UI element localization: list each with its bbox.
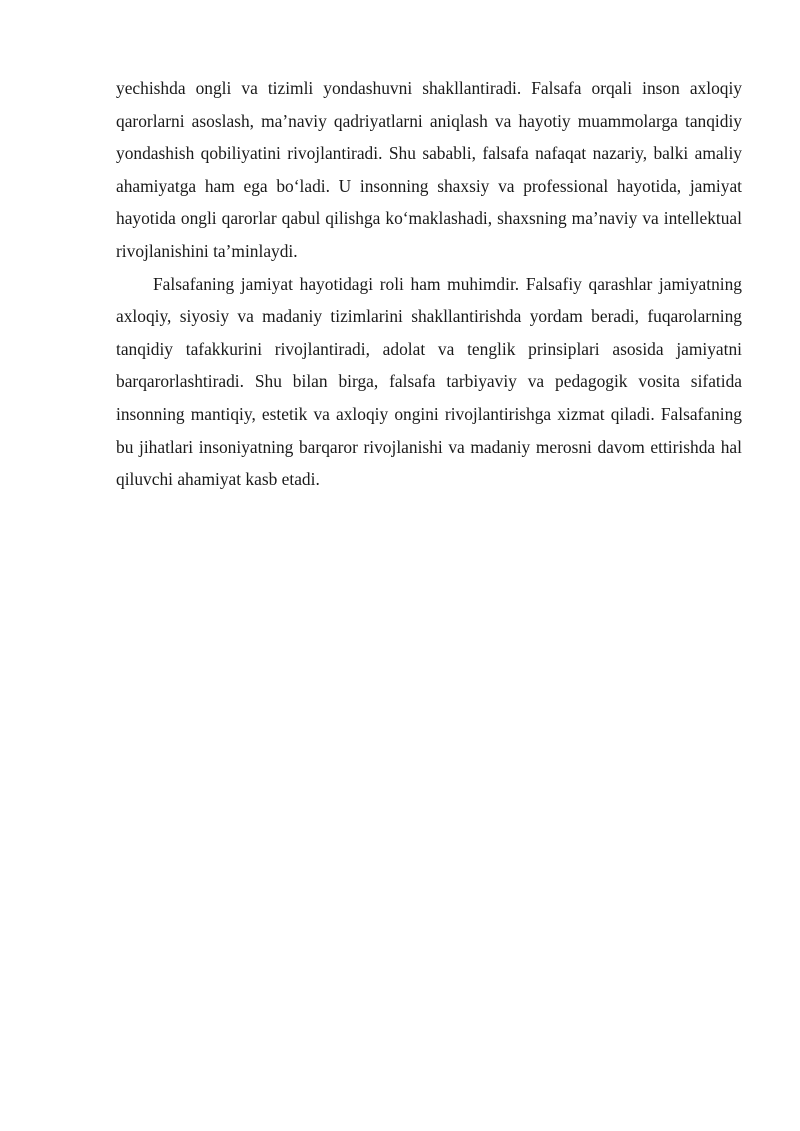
paragraph-continuation: yechishda ongli va tizimli yondashuvni shakllantiradi. Falsafa orqali inson axloqiy qarorlarni asoslash, ma’naviy qadriyatlarni aniqlash va hayotiy muammolarga tanqidiy yondashish qobiliyatini rivojlantiradi. Shu sababli, falsafa nafaqat nazariy, balki amaliy ahamiyatga ham ega bo‘ladi. U insonning shaxsiy va professional hayotida, jamiyat hayotida ongli qarorlar qabul qilishga ko‘maklashadi, shaxsning ma’naviy va intellektual rivojlanishini ta’minlaydi. — [116, 78, 742, 261]
body-text — [116, 72, 742, 496]
paragraph-society-role: Falsafaning jamiyat hayotidagi roli ham muhimdir. Falsafiy qarashlar jamiyatning axloqiy, siyosiy va madaniy tizimlarini shakllantirishda yordam beradi, fuqarolarning tanqidiy tafakkurini rivojlantiradi, adolat va tenglik prinsiplari asosida jamiyatni barqarorlashtiradi. Shu bilan birga, falsafa tarbiyaviy va pedagogik vosita sifatida insonning mantiqiy, estetik va axloqiy ongini rivojlantirishga xizmat qiladi. Falsafaning bu jihatlari insoniyatning barqaror rivojlanishi va madaniy merosni davom ettirishda hal qiluvchi ahamiyat kasb etadi. — [116, 273, 742, 490]
